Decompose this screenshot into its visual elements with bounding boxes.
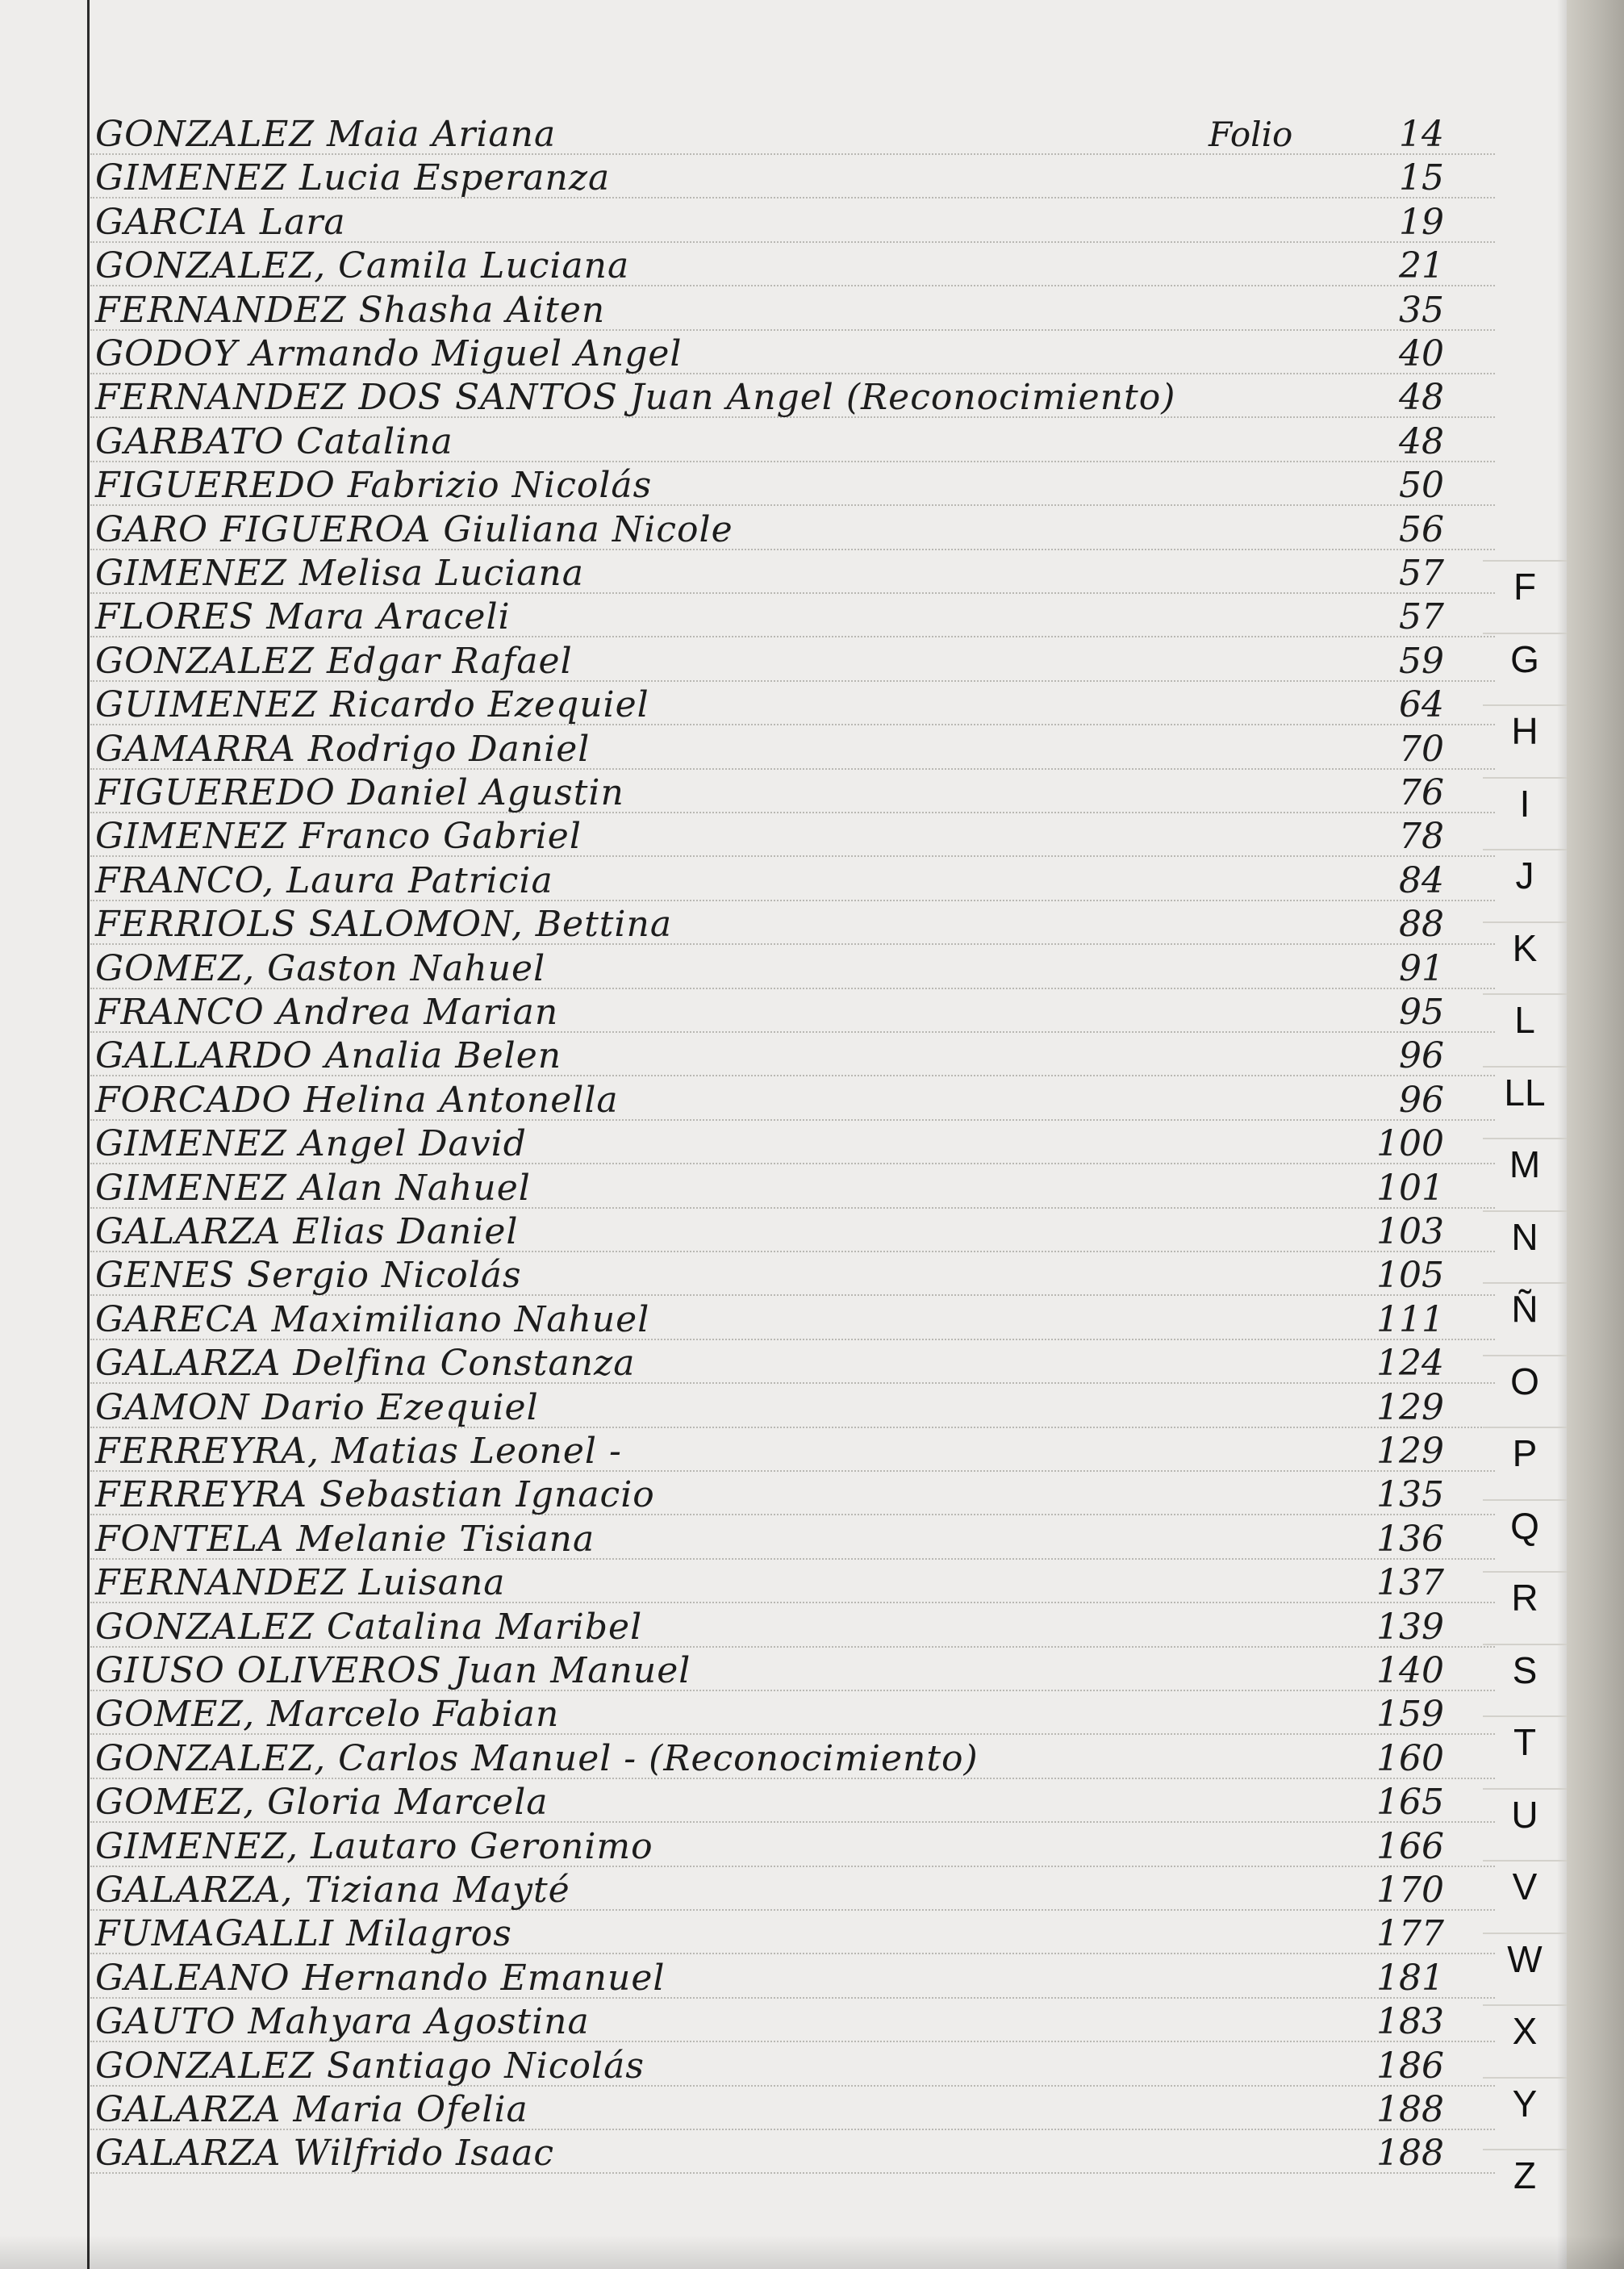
index-tab-n[interactable] [1483, 1210, 1567, 1262]
entry-folio: 91 [1399, 947, 1444, 989]
entry-name: FRANCO, Laura Patricia [95, 859, 553, 901]
index-tab-u[interactable] [1483, 1788, 1567, 1840]
entry-name: FIGUEREDO Fabrizio Nicolás [95, 465, 653, 507]
entry-name: GALEANO Hernando Emanuel [95, 1957, 666, 1999]
entry-folio: 96 [1399, 1035, 1444, 1077]
entry-name: GARO FIGUEROA Giuliana Nicole [95, 508, 733, 550]
margin-line [87, 0, 90, 2269]
index-tab-y[interactable] [1483, 2077, 1567, 2129]
index-tab-x[interactable] [1483, 2004, 1567, 2056]
entry-name: GIMENEZ, Lautaro Geronimo [95, 1825, 653, 1867]
entry-name: GARBATO Catalina [95, 420, 453, 462]
entry-name: GALARZA Elias Daniel [95, 1211, 519, 1252]
entry-folio: 170 [1376, 1870, 1444, 1911]
entry-folio: 14 [1399, 114, 1444, 155]
entry-folio: 137 [1376, 1562, 1444, 1604]
entry-name: FERREYRA Sebastian Ignacio [95, 1474, 655, 1516]
entry-name: GARECA Maximiliano Nahuel [95, 1298, 650, 1340]
entry-folio: 50 [1399, 465, 1444, 507]
entry-folio: 111 [1376, 1298, 1444, 1340]
entry-name: GAMARRA Rodrigo Daniel [95, 728, 591, 770]
entry-name: GIUSO OLIVEROS Juan Manuel [95, 1650, 691, 1691]
entry-name: FERREYRA, Matias Leonel - [95, 1431, 622, 1472]
entry-folio: 88 [1399, 904, 1444, 946]
entry-folio: 129 [1376, 1386, 1444, 1428]
binder-edge [1567, 0, 1624, 2269]
index-tab-label: Y [1512, 2082, 1538, 2125]
entry-folio: 56 [1399, 508, 1444, 550]
entry-name: GONZALEZ Edgar Rafael [95, 640, 573, 682]
index-tab-h[interactable] [1483, 704, 1567, 756]
entry-name: GODOY Armando Miguel Angel [95, 333, 683, 374]
entry-name: GALARZA Delfina Constanza [95, 1343, 636, 1385]
entry-name: GONZALEZ, Carlos Manuel - (Reconocimiento) [95, 1737, 979, 1779]
index-tab-label: W [1507, 1937, 1543, 1980]
index-tab-label: N [1511, 1215, 1538, 1258]
index-tab-label: X [1512, 2010, 1538, 2052]
entry-name: GAUTO Mahyara Agostina [95, 2001, 590, 2043]
entry-name: GALLARDO Analia Belen [95, 1035, 562, 1077]
index-tab-p[interactable] [1483, 1427, 1567, 1478]
entry-folio: 40 [1399, 333, 1444, 374]
entry-folio: 101 [1376, 1167, 1444, 1209]
index-tab-o[interactable] [1483, 1355, 1567, 1406]
index-tab-q[interactable] [1483, 1499, 1567, 1551]
index-tab-i[interactable] [1483, 777, 1567, 829]
index-tab-m[interactable] [1483, 1138, 1567, 1189]
page-bottom-shadow [0, 2235, 1624, 2269]
entry-folio: 177 [1376, 1913, 1444, 1955]
index-tab-label: P [1512, 1432, 1538, 1474]
entry-name: FORCADO Helina Antonella [95, 1079, 619, 1121]
entry-name: FERNANDEZ Luisana [95, 1562, 506, 1604]
index-tab-z[interactable] [1483, 2149, 1567, 2200]
index-tab-k[interactable] [1483, 921, 1567, 973]
index-tab-label: G [1510, 637, 1539, 680]
index-tab-j[interactable] [1483, 849, 1567, 900]
alphabet-index-tabs [1483, 0, 1567, 2269]
entry-folio: 160 [1376, 1737, 1444, 1779]
entry-name: GIMENEZ Melisa Luciana [95, 553, 584, 594]
index-tab-s[interactable] [1483, 1644, 1567, 1695]
entry-folio: 15 [1399, 157, 1444, 199]
entry-folio: 84 [1399, 859, 1444, 901]
index-tab-label: O [1510, 1360, 1539, 1402]
entry-name: GALARZA Wilfrido Isaac [95, 2133, 555, 2175]
entry-folio: 136 [1376, 1518, 1444, 1560]
entry-folio: 135 [1376, 1474, 1444, 1516]
index-tab-t[interactable] [1483, 1715, 1567, 1767]
entry-name: GIMENEZ Alan Nahuel [95, 1167, 531, 1209]
index-tab-label: V [1512, 1866, 1538, 1908]
index-tab-label: Z [1513, 2154, 1537, 2196]
index-tab-label: LL [1504, 1071, 1546, 1114]
entry-folio: 181 [1376, 1957, 1444, 1999]
entry-folio: 139 [1376, 1606, 1444, 1648]
entry-name: FIGUEREDO Daniel Agustin [95, 772, 624, 813]
entry-folio: 76 [1399, 772, 1444, 813]
entry-name: GALARZA, Tiziana Mayté [95, 1870, 570, 1911]
entry-folio: 159 [1376, 1694, 1444, 1736]
index-tab-label: L [1514, 999, 1535, 1041]
entry-folio: 21 [1399, 245, 1444, 287]
entry-folio: 105 [1376, 1255, 1444, 1297]
entry-folio: 165 [1376, 1782, 1444, 1824]
entry-folio: 129 [1376, 1431, 1444, 1472]
entry-name: GIMENEZ Lucia Esperanza [95, 157, 611, 199]
entry-folio: 140 [1376, 1650, 1444, 1691]
entry-folio: 35 [1399, 289, 1444, 331]
entry-name: GONZALEZ Catalina Maribel [95, 1606, 643, 1648]
index-tab-r[interactable] [1483, 1571, 1567, 1623]
entry-name: FRANCO Andrea Marian [95, 992, 559, 1033]
entry-name: GIMENEZ Franco Gabriel [95, 816, 582, 858]
index-tab-label: I [1519, 782, 1530, 825]
entry-name: FLORES Mara Araceli [95, 596, 511, 638]
entry-folio: 183 [1376, 2001, 1444, 2043]
index-tab-label: H [1511, 710, 1538, 752]
entry-name: FERRIOLS SALOMON, Bettina [95, 904, 673, 946]
entry-folio: 186 [1376, 2045, 1444, 2087]
entry-name: GARCIA Lara [95, 201, 346, 243]
entry-name: FONTELA Melanie Tisiana [95, 1518, 595, 1560]
index-tab-label: S [1512, 1648, 1538, 1691]
index-tab-label: T [1513, 1721, 1537, 1763]
entry-name: FUMAGALLI Milagros [95, 1913, 512, 1955]
index-tab-label: M [1509, 1143, 1541, 1185]
entry-name: GOMEZ, Gaston Nahuel [95, 947, 546, 989]
entry-folio: 96 [1399, 1079, 1444, 1121]
entry-folio: 48 [1399, 420, 1444, 462]
entry-folio: 188 [1376, 2133, 1444, 2175]
entry-name: GAMON Dario Ezequiel [95, 1386, 539, 1428]
entry-name: FERNANDEZ DOS SANTOS Juan Angel (Reconocimiento) [95, 377, 1176, 419]
entry-folio: 48 [1399, 377, 1444, 419]
entry-folio: 166 [1376, 1825, 1444, 1867]
index-tab-label: J [1515, 855, 1534, 896]
entry-name: GONZALEZ, Camila Luciana [95, 245, 630, 287]
entry-folio: 188 [1376, 2089, 1444, 2130]
entry-folio: 103 [1376, 1211, 1444, 1252]
entry-name: GIMENEZ Angel David [95, 1123, 527, 1165]
index-tab-f[interactable] [1483, 560, 1567, 612]
entry-name: GALARZA Maria Ofelia [95, 2089, 528, 2130]
entry-folio: 57 [1399, 596, 1444, 638]
index-tab-ll[interactable] [1483, 1066, 1567, 1118]
index-tab-ñ[interactable] [1483, 1282, 1567, 1334]
entry-name: GONZALEZ Santiago Nicolás [95, 2045, 645, 2087]
index-tab-label: U [1511, 1793, 1538, 1836]
index-tab-label: R [1511, 1577, 1538, 1619]
entry-name: GUIMENEZ Ricardo Ezequiel [95, 684, 649, 726]
entry-folio: 57 [1399, 553, 1444, 594]
entry-folio: 95 [1399, 992, 1444, 1033]
entry-name: GENES Sergio Nicolás [95, 1255, 522, 1297]
entry-folio: 64 [1399, 684, 1444, 726]
index-tab-v[interactable] [1483, 1860, 1567, 1912]
index-tab-label: K [1512, 926, 1538, 969]
index-tab-g[interactable] [1483, 633, 1567, 684]
index-tab-label: Ñ [1511, 1288, 1538, 1330]
index-tab-l[interactable] [1483, 993, 1567, 1045]
index-tab-w[interactable] [1483, 1933, 1567, 1984]
entry-folio: 124 [1376, 1343, 1444, 1385]
entry-name: FERNANDEZ Shasha Aiten [95, 289, 606, 331]
entry-folio: 59 [1399, 640, 1444, 682]
entry-folio: 100 [1376, 1123, 1444, 1165]
folio-column-header: Folio [1209, 115, 1293, 154]
entry-name: GONZALEZ Maia Ariana [95, 114, 557, 155]
index-tab-label: F [1513, 566, 1537, 608]
entry-name: GOMEZ, Gloria Marcela [95, 1782, 549, 1824]
entry-folio: 70 [1399, 728, 1444, 770]
entry-name: GOMEZ, Marcelo Fabian [95, 1694, 560, 1736]
entry-folio: 78 [1399, 816, 1444, 858]
entry-folio: 19 [1399, 201, 1444, 243]
index-tab-label: Q [1510, 1504, 1539, 1547]
